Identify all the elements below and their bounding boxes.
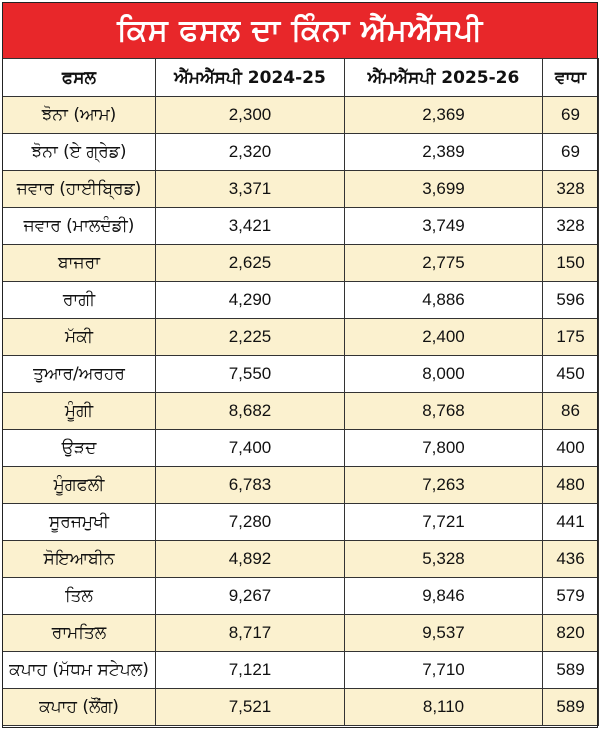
cell-msp-2025-26: 9,846 xyxy=(345,578,543,615)
cell-crop: ਤਿਲ xyxy=(3,578,156,615)
cell-msp-2024-25: 7,280 xyxy=(156,504,345,541)
cell-increase: 86 xyxy=(543,393,599,430)
cell-msp-2024-25: 3,371 xyxy=(156,171,345,208)
cell-crop: ਤੁਆਰ/ਅਰਹਰ xyxy=(3,356,156,393)
cell-increase: 328 xyxy=(543,171,599,208)
cell-crop: ਕਪਾਹ (ਲੌਂਗ) xyxy=(3,689,156,726)
cell-crop: ਰਾਮਤਿਲ xyxy=(3,615,156,652)
cell-msp-2025-26: 2,775 xyxy=(345,245,543,282)
cell-crop: ਰਾਗੀ xyxy=(3,282,156,319)
cell-increase: 450 xyxy=(543,356,599,393)
cell-increase: 436 xyxy=(543,541,599,578)
cell-msp-2024-25: 7,121 xyxy=(156,652,345,689)
cell-increase: 596 xyxy=(543,282,599,319)
cell-increase: 328 xyxy=(543,208,599,245)
cell-msp-2025-26: 2,389 xyxy=(345,134,543,171)
cell-msp-2024-25: 7,550 xyxy=(156,356,345,393)
cell-msp-2025-26: 8,110 xyxy=(345,689,543,726)
cell-msp-2025-26: 7,721 xyxy=(345,504,543,541)
cell-crop: ਉੜਦ xyxy=(3,430,156,467)
cell-increase: 69 xyxy=(543,97,599,134)
cell-crop: ਸੂਰਜਮੁਖੀ xyxy=(3,504,156,541)
cell-crop: ਮੱਕੀ xyxy=(3,319,156,356)
cell-msp-2025-26: 8,000 xyxy=(345,356,543,393)
cell-msp-2024-25: 8,682 xyxy=(156,393,345,430)
cell-msp-2024-25: 4,892 xyxy=(156,541,345,578)
cell-increase: 400 xyxy=(543,430,599,467)
page-title: ਕਿਸ ਫਸਲ ਦਾ ਕਿੰਨਾ ਐੱਮਐੱਸਪੀ xyxy=(117,12,483,48)
cell-msp-2024-25: 9,267 xyxy=(156,578,345,615)
cell-crop: ਝੋਨਾ (ਏ ਗ੍ਰੇਡ) xyxy=(3,134,156,171)
header-increase: ਵਾਧਾ xyxy=(543,59,599,97)
cell-msp-2025-26: 3,699 xyxy=(345,171,543,208)
cell-increase: 69 xyxy=(543,134,599,171)
cell-increase: 150 xyxy=(543,245,599,282)
cell-msp-2025-26: 7,263 xyxy=(345,467,543,504)
cell-msp-2024-25: 2,320 xyxy=(156,134,345,171)
cell-msp-2025-26: 9,537 xyxy=(345,615,543,652)
cell-msp-2024-25: 2,300 xyxy=(156,97,345,134)
cell-crop: ਸੋਇਆਬੀਨ xyxy=(3,541,156,578)
header-crop: ਫਸਲ xyxy=(3,59,156,97)
cell-increase: 175 xyxy=(543,319,599,356)
cell-increase: 820 xyxy=(543,615,599,652)
cell-increase: 579 xyxy=(543,578,599,615)
cell-crop: ਝੋਨਾ (ਆਮ) xyxy=(3,97,156,134)
header-msp-2025-26: ਐੱਮਐੱਸਪੀ 2025-26 xyxy=(345,59,543,97)
cell-msp-2024-25: 4,290 xyxy=(156,282,345,319)
cell-msp-2025-26: 4,886 xyxy=(345,282,543,319)
cell-msp-2024-25: 7,400 xyxy=(156,430,345,467)
cell-msp-2024-25: 3,421 xyxy=(156,208,345,245)
cell-msp-2025-26: 7,800 xyxy=(345,430,543,467)
cell-increase: 480 xyxy=(543,467,599,504)
cell-msp-2024-25: 7,521 xyxy=(156,689,345,726)
cell-increase: 441 xyxy=(543,504,599,541)
table-frame xyxy=(2,2,598,728)
cell-msp-2025-26: 7,710 xyxy=(345,652,543,689)
cell-msp-2024-25: 6,783 xyxy=(156,467,345,504)
cell-msp-2024-25: 2,225 xyxy=(156,319,345,356)
cell-msp-2025-26: 8,768 xyxy=(345,393,543,430)
cell-msp-2025-26: 3,749 xyxy=(345,208,543,245)
cell-msp-2024-25: 2,625 xyxy=(156,245,345,282)
cell-msp-2025-26: 2,369 xyxy=(345,97,543,134)
header-msp-2024-25: ਐੱਮਐੱਸਪੀ 2024-25 xyxy=(156,59,345,97)
cell-msp-2025-26: 2,400 xyxy=(345,319,543,356)
cell-msp-2025-26: 5,328 xyxy=(345,541,543,578)
cell-crop: ਮੂੰਗੀ xyxy=(3,393,156,430)
cell-crop: ਜਵਾਰ (ਹਾਈਬ੍ਰਿਡ) xyxy=(3,171,156,208)
cell-msp-2024-25: 8,717 xyxy=(156,615,345,652)
cell-increase: 589 xyxy=(543,652,599,689)
cell-increase: 589 xyxy=(543,689,599,726)
cell-crop: ਕਪਾਹ (ਮੱਧਮ ਸਟੇਪਲ) xyxy=(3,652,156,689)
cell-crop: ਬਾਜਰਾ xyxy=(3,245,156,282)
cell-crop: ਮੂੰਗਫਲੀ xyxy=(3,467,156,504)
cell-crop: ਜਵਾਰ (ਮਾਲਦੰਡੀ) xyxy=(3,208,156,245)
